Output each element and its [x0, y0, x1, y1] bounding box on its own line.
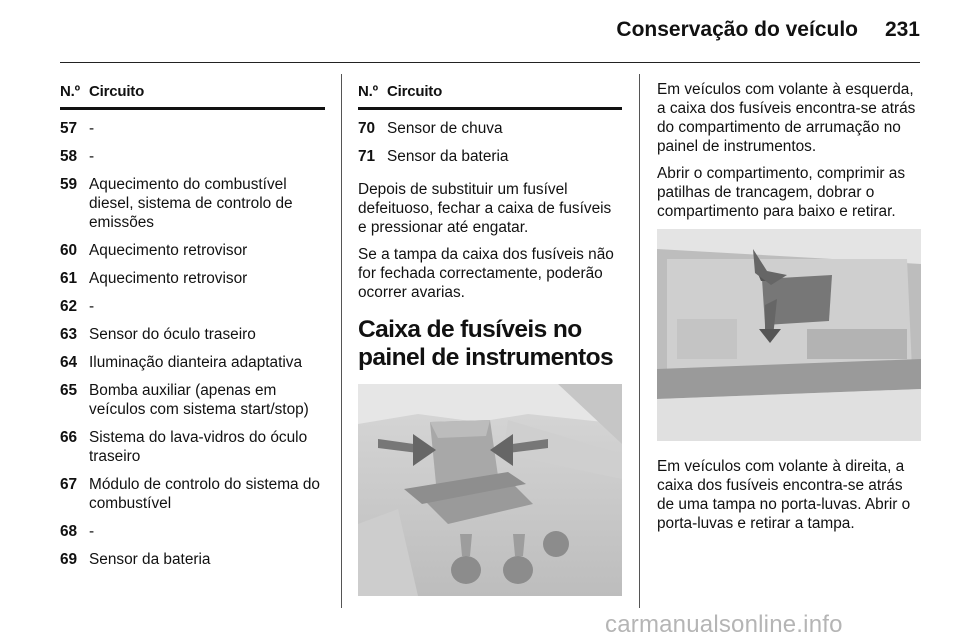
- fuse-number: 61: [60, 270, 78, 287]
- fuse-circuit: Bomba auxiliar (apenas em veículos com sistema start/stop): [89, 382, 309, 418]
- table-header: [60, 82, 325, 110]
- right-column: [657, 80, 921, 541]
- fuse-number: 70: [358, 120, 376, 137]
- paragraph: Se a tampa da caixa dos fusíveis não for fechada correctamente, poderão ocorrer avarias.: [358, 246, 614, 301]
- watermark: carmanualsonline.info: [605, 611, 843, 638]
- fuse-row: [358, 147, 622, 166]
- fuse-number: 66: [60, 429, 78, 446]
- header-divider: [60, 62, 920, 63]
- fuse-table-left: [60, 82, 325, 569]
- fusebox-compartment-photo: [657, 229, 921, 441]
- column-divider-right: [639, 74, 640, 608]
- paragraph: Depois de substituir um fusível defeituoso, fechar a caixa de fusíveis e pressionar até engatar.: [358, 181, 612, 236]
- fuse-circuit: Iluminação dianteira adaptativa: [89, 354, 303, 371]
- fuse-row: [60, 241, 325, 260]
- fuse-row: [358, 119, 622, 138]
- fuse-circuit: Sistema do lava-vidros do óculo traseiro: [89, 429, 308, 465]
- fuse-circuit: Sensor de chuva: [387, 120, 503, 137]
- paragraph: Em veículos com volante à esquerda, a caixa dos fusíveis encontra-se atrás do compartimento de arrumação no painel de instrumentos.: [657, 81, 916, 155]
- col-num-header: N.º: [358, 83, 378, 100]
- col-circuit-header: Circuito: [89, 83, 145, 100]
- fuse-row: [60, 475, 325, 513]
- page-number: 231: [884, 18, 920, 41]
- fuse-row: [60, 428, 325, 466]
- fuse-circuit: Sensor da bateria: [387, 148, 509, 165]
- fuse-number: 65: [60, 382, 78, 399]
- fuse-row: [60, 381, 325, 419]
- fuse-number: 62: [60, 298, 78, 315]
- col-circuit-header: Circuito: [387, 83, 443, 100]
- fuse-row: [60, 353, 325, 372]
- col-num-header: N.º: [60, 83, 80, 100]
- fuse-row: [60, 119, 325, 138]
- fuse-circuit: Sensor do óculo traseiro: [89, 326, 256, 343]
- fuse-number: 71: [358, 148, 376, 165]
- paragraph: Abrir o compartimento, comprimir as patilhas de trancagem, dobrar o compartimento para baixo e retirar.: [657, 165, 906, 220]
- fuse-circuit: -: [89, 148, 95, 165]
- fuse-number: 57: [60, 120, 78, 137]
- paragraph: Em veículos com volante à direita, a caixa dos fusíveis encontra-se atrás de uma tampa no porta-luvas. Abrir o porta-luvas e retirar a tampa.: [657, 458, 911, 532]
- page-title: Conservação do veículo: [616, 18, 858, 41]
- fuse-row: [60, 522, 325, 541]
- fuse-number: 69: [60, 551, 78, 568]
- fuse-circuit: Aquecimento do combustível diesel, sistema de controlo de emissões: [89, 176, 293, 231]
- table-header: [358, 82, 622, 110]
- fuse-circuit: Sensor da bateria: [89, 551, 211, 568]
- fuse-number: 58: [60, 148, 78, 165]
- fuse-number: 60: [60, 242, 78, 259]
- fuse-circuit: -: [89, 298, 95, 315]
- fuse-row: [60, 297, 325, 316]
- fuse-row: [60, 550, 325, 569]
- fuse-circuit: -: [89, 120, 95, 137]
- fuse-number: 63: [60, 326, 78, 343]
- fuse-number: 64: [60, 354, 78, 371]
- section-heading: Caixa de fusíveis no painel de instrumentos: [358, 316, 613, 371]
- column-divider-left: [341, 74, 342, 608]
- fuse-row: [60, 269, 325, 288]
- fuse-circuit: Módulo de controlo do sistema do combustível: [89, 476, 320, 512]
- fuse-row: [60, 147, 325, 166]
- fusebox-dashboard-photo: [358, 384, 622, 596]
- fuse-row: [60, 325, 325, 344]
- fuse-circuit: Aquecimento retrovisor: [89, 242, 248, 259]
- fuse-number: 68: [60, 523, 78, 540]
- middle-column: [358, 82, 622, 596]
- fuse-row: [60, 175, 325, 232]
- fuse-number: 67: [60, 476, 78, 493]
- fuse-circuit: -: [89, 523, 95, 540]
- fuse-circuit: Aquecimento retrovisor: [89, 270, 248, 287]
- fuse-number: 59: [60, 176, 78, 193]
